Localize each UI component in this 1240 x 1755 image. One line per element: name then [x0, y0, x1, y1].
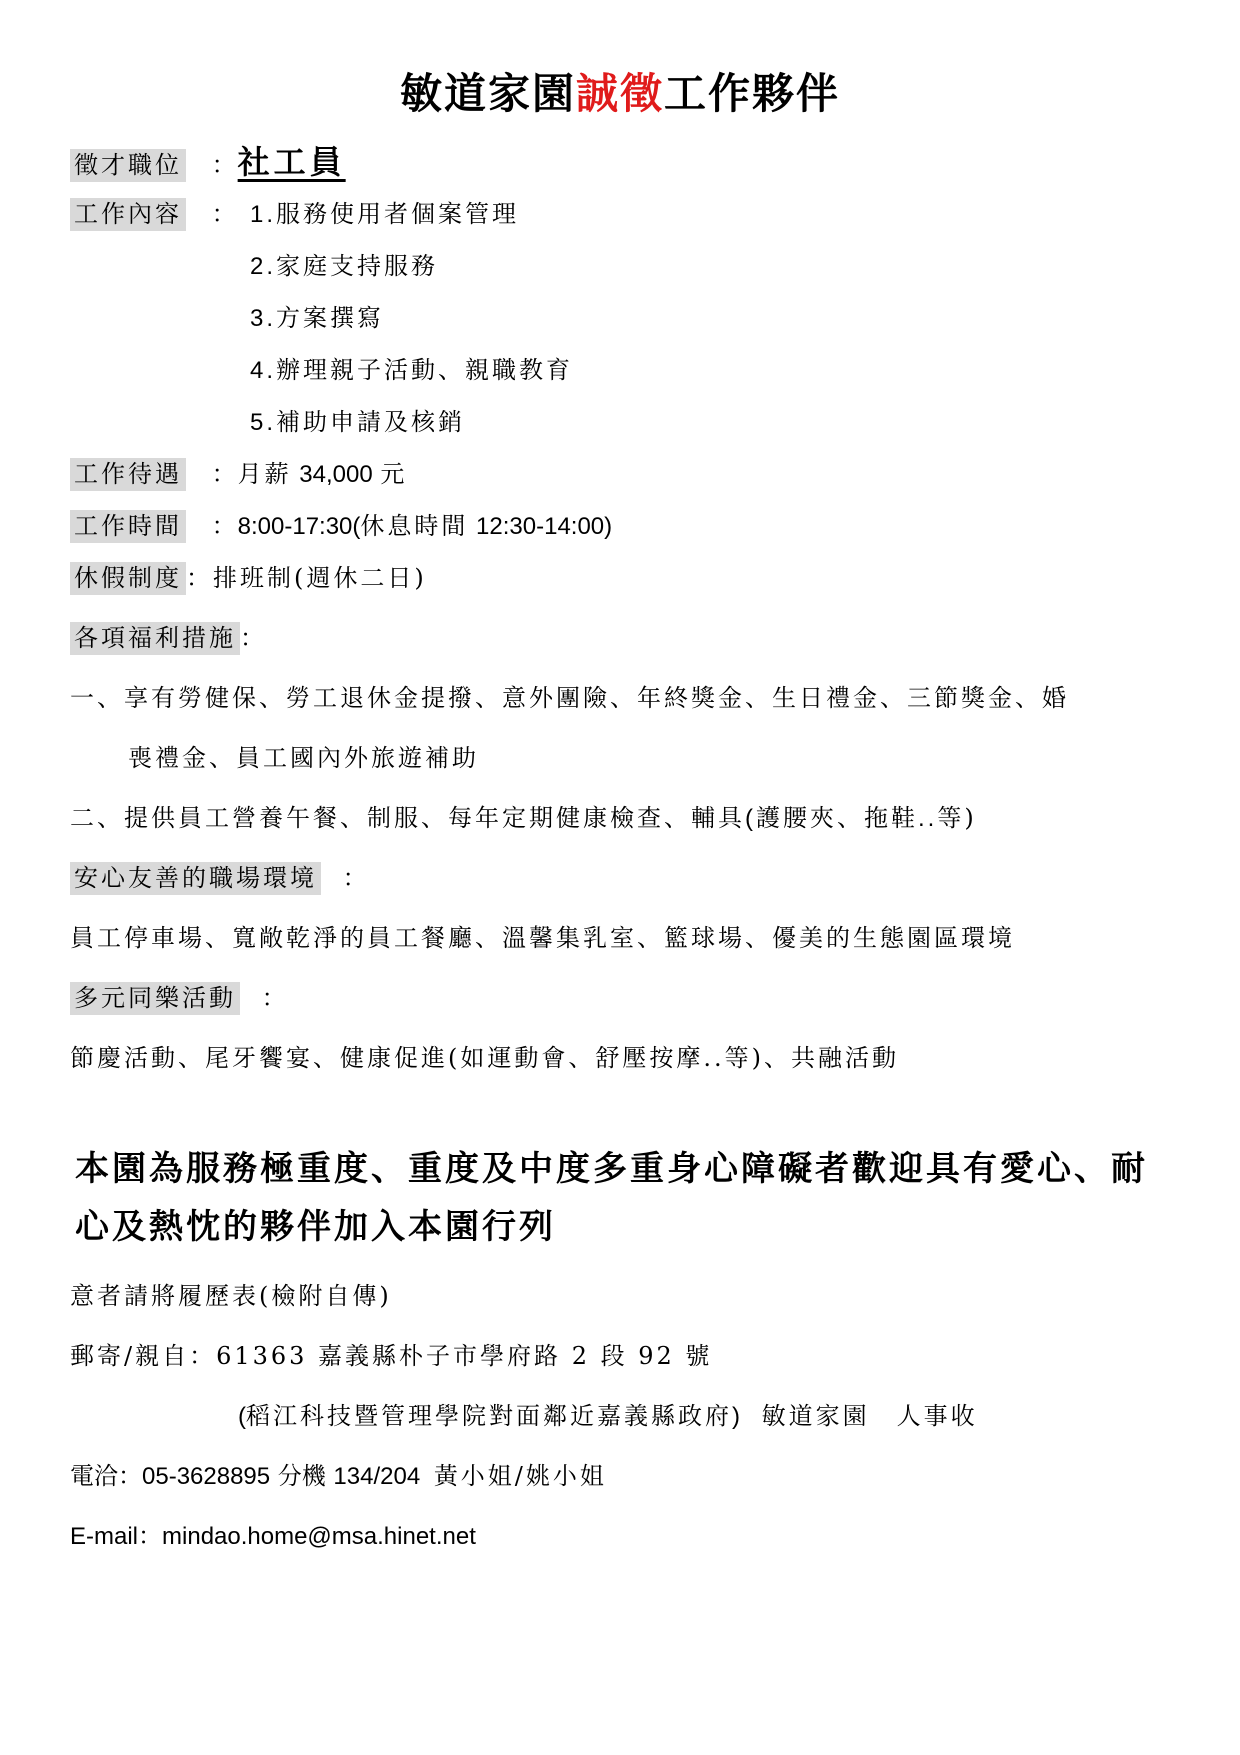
- activities-label: 多元同樂活動: [70, 982, 240, 1015]
- position-row: [70, 143, 346, 181]
- duty-item: 5.補助申請及核銷: [250, 408, 466, 436]
- salary-label: 工作待遇: [70, 458, 186, 491]
- hours-label: 工作時間: [70, 510, 186, 543]
- benefits-label: 各項福利措施: [70, 622, 240, 655]
- position-label: 徵才職位: [70, 149, 186, 182]
- mail-address: 郵寄/親自：61363 嘉義縣朴子市學府路 2 段 92 號: [70, 1342, 713, 1370]
- resume-instruction: 意者請將履歷表(檢附自傳): [70, 1282, 392, 1310]
- phone-number: 05-3628895: [142, 1463, 271, 1490]
- contact-persons: 黃小姐/姚小姐: [433, 1462, 607, 1490]
- hours-time: 8:00-17:30(: [237, 513, 361, 540]
- salary-amount: 34,000: [299, 461, 373, 488]
- duty-item: 3.方案撰寫: [250, 304, 385, 332]
- position-sep: ：: [211, 151, 238, 179]
- title-part2: 工作夥伴: [664, 69, 841, 118]
- leave-value: ：排班制(週休二日): [186, 564, 427, 592]
- leave-row: [70, 562, 427, 594]
- recruitment-statement: 本園為服務極重度、重度及中度多重身心障礙者歡迎具有愛心、耐心及熱忱的夥伴加入本園行列: [75, 1149, 1148, 1247]
- salary-unit: 元: [380, 460, 405, 488]
- environment-text: 員工停車場、寬敞乾淨的員工餐廳、溫馨集乳室、籃球場、優美的生態園區環境: [70, 924, 1015, 952]
- phone-contact: 電洽：05-3628895 分機 134/204 黃小姐/姚小姐: [70, 1462, 607, 1490]
- duty-item: 4.辦理親子活動、親職教育: [250, 356, 574, 384]
- activities-text: 節慶活動、尾牙饗宴、健康促進(如運動會、舒壓按摩..等)、共融活動: [70, 1044, 899, 1072]
- mail-note: (稻江科技暨管理學院對面鄰近嘉義縣政府) 敏道家園 人事收: [238, 1402, 978, 1430]
- title-part1: 敏道家園: [399, 69, 576, 118]
- duty-item: 2.家庭支持服務: [250, 252, 439, 280]
- title-highlight: 誠徵: [575, 69, 664, 118]
- page-title: [0, 66, 1240, 122]
- phone-extension: 134/204: [333, 1463, 421, 1490]
- benefit-item-1-cont: 喪禮金、員工國內外旅遊補助: [128, 744, 479, 772]
- environment-heading: 安心友善的職場環境 ：: [70, 862, 367, 894]
- hours-rest-label: 休息時間: [360, 512, 469, 540]
- hours-row: 工作時間 ：8:00-17:30(休息時間 12:30-14:00): [70, 510, 612, 543]
- benefits-heading: 各項福利措施 ：: [70, 622, 264, 654]
- environment-label: 安心友善的職場環境: [70, 862, 321, 895]
- duties-label: 工作內容: [70, 198, 186, 231]
- duties-row: [70, 198, 238, 230]
- activities-heading: 多元同樂活動 ：: [70, 982, 286, 1014]
- salary-prefix: 月薪: [237, 460, 292, 488]
- leave-label: 休假制度: [70, 562, 186, 595]
- duties-sep: ：: [211, 200, 238, 228]
- email-address: mindao.home@msa.hinet.net: [162, 1523, 476, 1550]
- email-contact: E-mail：mindao.home@msa.hinet.net: [70, 1523, 476, 1550]
- benefit-item-2: 二、提供員工營養午餐、制服、每年定期健康檢查、輔具(護腰夾、拖鞋..等): [70, 804, 977, 832]
- hours-rest-time: 12:30-14:00): [476, 513, 613, 540]
- position-value: 社工員: [237, 143, 346, 181]
- duty-item: 1.服務使用者個案管理: [250, 200, 520, 228]
- benefit-item-1: 一、享有勞健保、勞工退休金提撥、意外團險、年終獎金、生日禮金、三節獎金、婚: [70, 684, 1069, 712]
- salary-row: 工作待遇 ：月薪 34,000 元: [70, 458, 404, 491]
- mail-recipient: 敏道家園 人事收: [761, 1402, 978, 1430]
